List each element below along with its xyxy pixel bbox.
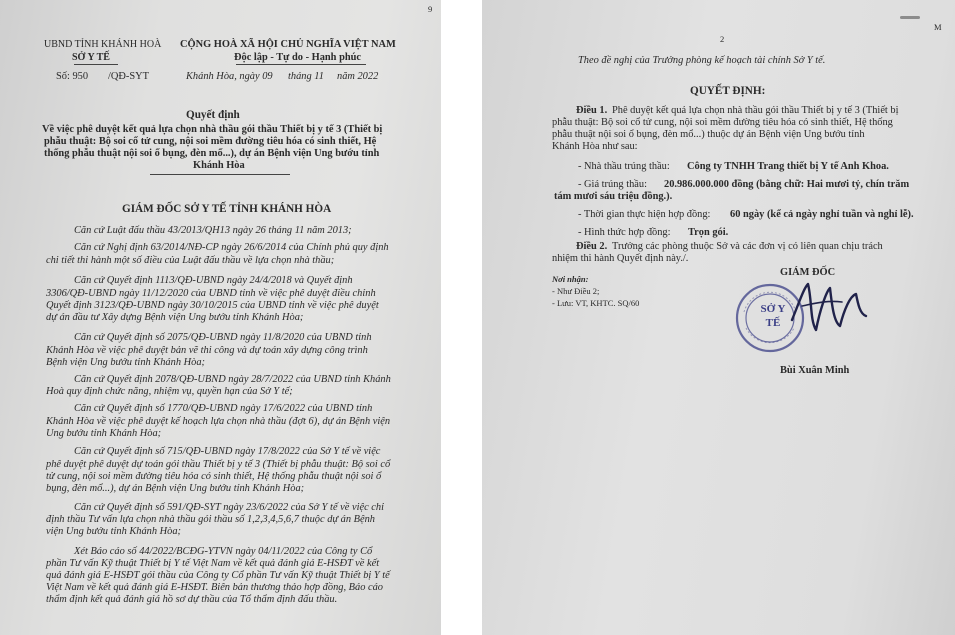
duration-label: - Thời gian thực hiện hợp đồng: bbox=[578, 209, 711, 220]
body-line-5: 3306/QĐ-UBND ngày 11/12/2020 của UBND tỉnh về việc phê duyệt điều chỉnh bbox=[46, 288, 376, 299]
body-line-6: Quyết định 3123/QĐ-UBND ngày 30/10/2015 của UBND tỉnh về việc phê duyệt bbox=[46, 300, 379, 311]
decision-number: Số: 950 bbox=[56, 71, 89, 82]
subject-line-2: phẫu thuật: Bộ soi cổ tử cung, nội soi mềm đường tiêu hóa có sinh thiết, Hệ bbox=[44, 136, 377, 147]
body-line-22: viện Ung bướu tỉnh Khánh Hòa; bbox=[46, 526, 182, 537]
issuing-authority: GIÁM ĐỐC SỞ Y TẾ TỈNH KHÁNH HÒA bbox=[122, 203, 332, 215]
body-line-3: chi tiết thi hành một số điều của Luật đấu thầu về lựa chọn nhà thầu; bbox=[46, 255, 335, 266]
body-line-23: Xét Báo cáo số 44/2022/BCĐG-YTVN ngày 04/11/2022 của Công ty Cổ bbox=[74, 546, 373, 557]
body-line-7: dự án đầu tư Xây dựng Bệnh viện Ung bướu tỉnh Khánh Hòa; bbox=[46, 312, 304, 323]
decision-code: /QĐ-SYT bbox=[108, 71, 149, 82]
document-title: Quyết định bbox=[186, 109, 240, 121]
recipients-title: Nơi nhận: bbox=[552, 274, 589, 284]
staple-mark bbox=[900, 16, 920, 19]
decision-month: tháng 11 bbox=[288, 71, 324, 82]
body-line-18: tử cung, nội soi mềm đường tiêu hóa có sinh thiết, Hệ thống phẫu thuật nội soi ổ bbox=[46, 471, 382, 482]
intro-line: Theo đề nghị của Trưởng phòng kế hoạch tài chính Sở Y tế. bbox=[578, 55, 826, 66]
decision-year: năm 2022 bbox=[337, 71, 379, 82]
body-line-19: bụng, đèn mổ...), dự án Bệnh viện Ung bướu tỉnh Khánh Hòa; bbox=[46, 483, 305, 494]
subject-line-3: thống phẫu thuật nội soi ổ bụng, đèn mổ...), dự án Bệnh viện Ung bướu tỉnh bbox=[44, 148, 380, 159]
body-line-20: Căn cứ Quyết định số 591/QĐ-SYT ngày 23/6/2022 của Sở Y tế về việc chỉ bbox=[74, 502, 384, 513]
article-1-line-4: Khánh Hòa như sau: bbox=[552, 141, 638, 152]
decision-heading: QUYẾT ĐỊNH: bbox=[690, 85, 766, 97]
signer-name: Bùi Xuân Minh bbox=[780, 365, 850, 376]
subject-line-4: Khánh Hòa bbox=[193, 160, 245, 171]
header-department: SỞ Y TẾ bbox=[72, 52, 110, 63]
body-line-24: phần Tư vấn Kỹ thuật Thiết bị Y tế Việt Nam về kết quả đánh giá E-HSĐT về kết bbox=[46, 558, 380, 569]
document-page-1 bbox=[0, 0, 441, 635]
seal-text: SỞ Y TẾ bbox=[760, 303, 786, 329]
page-mark: 9 bbox=[428, 4, 433, 14]
page-number: 2 bbox=[720, 34, 725, 44]
corner-mark: M bbox=[934, 22, 942, 32]
price-label: - Giá trúng thầu: bbox=[578, 179, 647, 190]
subject-line-1: Về việc phê duyệt kết quả lựa chọn nhà thầu gói thầu Thiết bị y tế 3 (Thiết bị bbox=[42, 124, 383, 135]
decision-place-day: Khánh Hòa, ngày 09 bbox=[186, 71, 273, 82]
recipient-line-2: - Lưu: VT, KHTC. SQ/60 bbox=[552, 298, 640, 308]
body-line-2: Căn cứ Nghị định 63/2014/NĐ-CP ngày 26/6/2014 của Chính phủ quy định bbox=[74, 242, 389, 253]
body-line-1: Căn cứ Luật đấu thầu 43/2013/QH13 ngày 26 tháng 11 năm 2013; bbox=[74, 225, 352, 236]
body-line-4: Căn cứ Quyết định 1113/QĐ-UBND ngày 24/4/2018 và Quyết định bbox=[74, 275, 353, 286]
body-line-14: Khánh Hòa về việc phê duyệt kế hoạch lựa chọn nhà thầu (đợt 6), dự án Bệnh viện bbox=[46, 416, 391, 427]
body-line-12: Hoà quy định chức năng, nhiệm vụ, quyền hạn của Sở Y tế; bbox=[46, 386, 293, 397]
article-1-line-1: Phê duyệt kết quả lựa chọn nhà thầu gói thầu Thiết bị y tế 3 (Thiết bị bbox=[612, 105, 899, 116]
body-line-9: Khánh Hòa về việc phê duyệt bản vẽ thi công và dự toán xây dựng công trình bbox=[46, 345, 368, 356]
article-2-line-2: nhiệm thi hành Quyết định này./. bbox=[552, 253, 689, 264]
recipient-line-1: - Như Điều 2; bbox=[552, 286, 600, 296]
body-line-17: phê duyệt phê duyệt dự toán gói thầu Thiết bị y tế 3 (Thiết bị phẫu thuật: Bộ soi cổ bbox=[46, 459, 391, 470]
body-line-10: Bệnh viện Ung bướu tỉnh Khánh Hòa; bbox=[46, 357, 205, 368]
duration-value: 60 ngày (kể cả ngày nghỉ tuần và nghỉ lễ). bbox=[730, 209, 914, 220]
signer-title: GIÁM ĐỐC bbox=[780, 267, 836, 278]
header-right-underline bbox=[236, 64, 366, 65]
signature-image bbox=[782, 270, 872, 350]
price-value: 20.986.000.000 đồng (bằng chữ: Hai mươi tỷ, chín trăm bbox=[664, 179, 910, 190]
header-left-underline bbox=[74, 64, 118, 65]
header-motto: Độc lập - Tự do - Hạnh phúc bbox=[234, 52, 362, 63]
body-line-27: thẩm định kết quả đánh giá hồ sơ dự thầu của Tổ thẩm định đấu thầu. bbox=[46, 594, 338, 605]
body-line-25: quả đánh giá E-HSĐT gói thầu của Công ty Cổ phần Tư vấn Kỹ thuật Thiết bị Y tế bbox=[46, 570, 390, 581]
winner-label: - Nhà thầu trúng thầu: bbox=[578, 161, 670, 172]
document-page-2 bbox=[482, 0, 955, 635]
body-line-8: Căn cứ Quyết định số 2075/QĐ-UBND ngày 11/8/2020 của UBND tỉnh bbox=[74, 332, 372, 343]
article-2-line-1: Trưởng các phòng thuộc Sở và các đơn vị có liên quan chịu trách bbox=[612, 241, 883, 252]
header-country: CỘNG HOÀ XÃ HỘI CHỦ NGHĨA VIỆT NAM bbox=[180, 39, 396, 50]
article-2-label: Điều 2. bbox=[576, 241, 608, 252]
body-line-13: Căn cứ Quyết định số 1770/QĐ-UBND ngày 17/6/2022 của UBND tỉnh bbox=[74, 403, 373, 414]
winner-value: Công ty TNHH Trang thiết bị Y tế Anh Khoa. bbox=[687, 161, 889, 172]
body-line-21: định thầu Tư vấn lựa chọn nhà thầu gói thầu số 1,2,3,4,5,6,7 thuộc dự án Bệnh bbox=[46, 514, 375, 525]
body-line-15: Ung bướu tỉnh Khánh Hòa; bbox=[46, 428, 162, 439]
article-1-line-3: phẫu thuật nội soi ổ bụng, đèn mổ...) thuộc dự án Bệnh viện Ung bướu tỉnh bbox=[552, 129, 865, 140]
article-1-line-2: phẫu thuật: Bộ soi cổ tử cung, nội soi mềm đường tiêu hóa có sinh thiết, Hệ thống bbox=[552, 117, 893, 128]
price-value-line-2: tám mươi sáu triệu đồng.). bbox=[554, 191, 673, 202]
subject-underline bbox=[150, 174, 290, 175]
body-line-26: Việt Nam về kết quả đánh giá E-HSĐT. Biên bản thương thảo hợp đồng, Báo cáo bbox=[46, 582, 383, 593]
body-line-16: Căn cứ Quyết định số 715/QĐ-UBND ngày 17/8/2022 của Sở Y tế về việc bbox=[74, 446, 381, 457]
article-1-label: Điều 1. bbox=[576, 105, 608, 116]
contract-type-value: Trọn gói. bbox=[688, 227, 729, 238]
body-line-11: Căn cứ Quyết định 2078/QĐ-UBND ngày 28/7/2022 của UBND tỉnh Khánh bbox=[74, 374, 391, 385]
header-agency: UBND TỈNH KHÁNH HOÀ bbox=[44, 39, 162, 50]
contract-type-label: - Hình thức hợp đồng: bbox=[578, 227, 671, 238]
